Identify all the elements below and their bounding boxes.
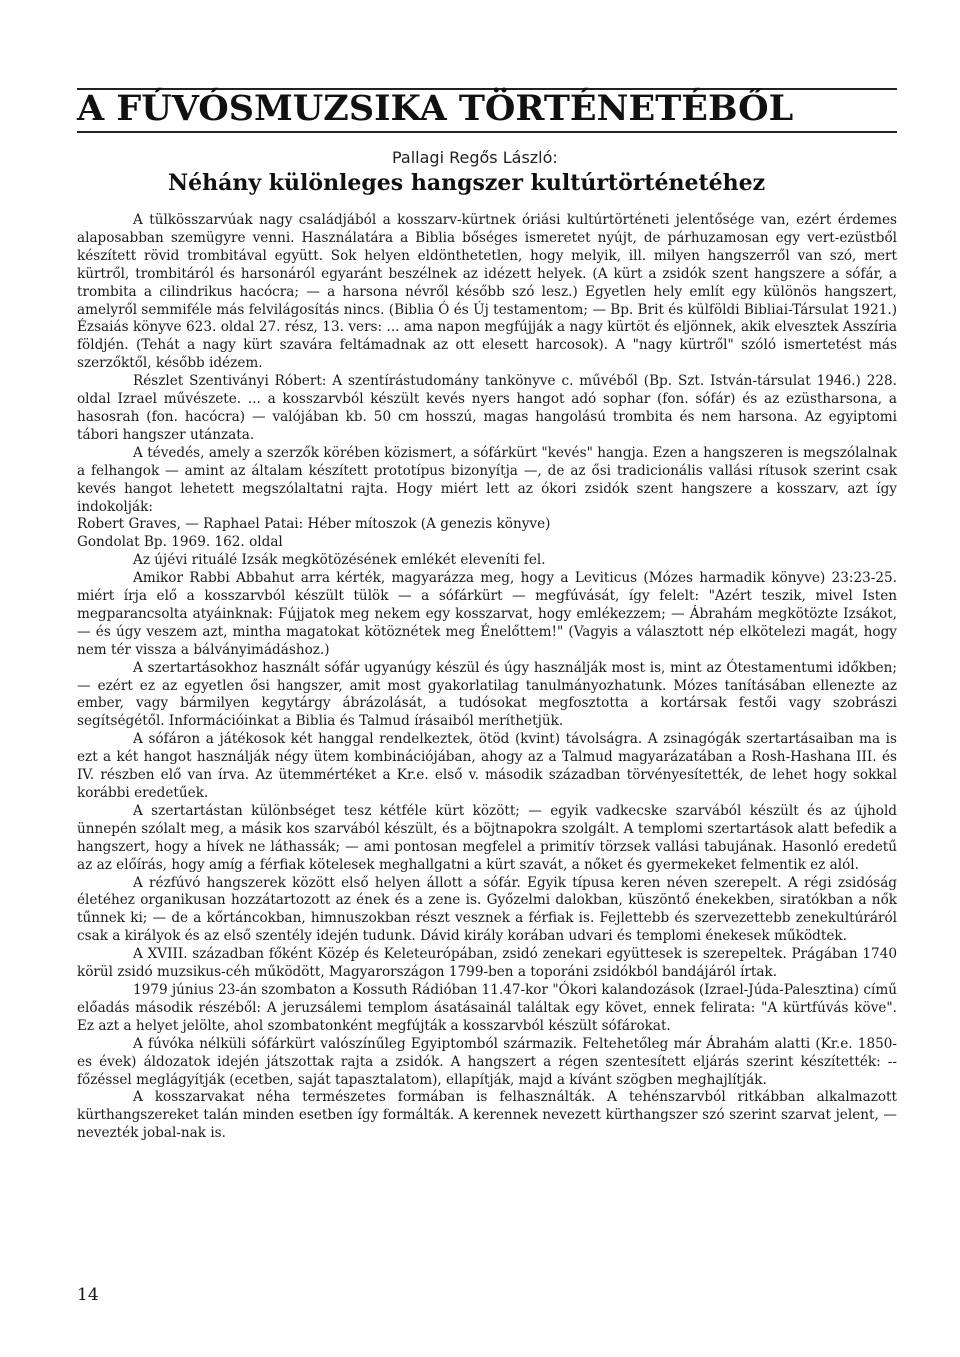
title-bottom-rule bbox=[77, 131, 897, 133]
page-number: 14 bbox=[77, 1285, 99, 1305]
citation-line: Gondolat Bp. 1969. 162. oldal bbox=[77, 534, 283, 551]
paragraph: A fúvóka nélküli sófárkürt valószínűleg Egyiptomból származik. Feltehetőleg már Ábrahám alatti (Kr.e. 1850-es évek) áldozatok idején játszottak rajta a zsidók. A hangszert a régen szentesített eljárás szerint készítették: -- főzéssel meglágyítják (ecetben, saját tapasztalatom), ellapítják, majd a kívánt szögben meghajlítják. bbox=[77, 1035, 897, 1088]
paragraph: A tévedés, amely a szerzők körében közismert, a sófárkürt "kevés" hangja. Ezen a hangszeren is megszólalnak a felhangok — amint az általam készített prototípus bizonyítja —, de az ősi tradicionális vallási rítusok szerint csak kevés hangot lehetett megszólaltatni rajta. Hogy miért lett az ókori zsidók szent hangszere a kosszarv, azt így indokolják: bbox=[77, 444, 897, 515]
article-subtitle: Néhány különleges hangszer kultúrtörténetéhez bbox=[168, 170, 766, 196]
paragraph: A XVIII. században főként Közép és Keleteurópában, zsidó zenekari együttesek is szerepeltek. Prágában 1740 körül zsidó muzsikus-céh működött, Magyarországon 1799-ben a toporáni zsidókból bandájáról írtak. bbox=[77, 946, 897, 981]
paragraph: Az újévi rituálé Izsák megkötözésének emlékét eleveníti fel. bbox=[133, 552, 546, 569]
paragraph: Amikor Rabbi Abbahut arra kérték, magyarázza meg, hogy a Leviticus (Mózes harmadik könyve) 23:23-25. miért írja elő a kosszarvból készült tülök — a sófárkürt — megfúvását, így felelt: "Azért teszik, mivel Isten megparancsolta atyáinknak: Fújjatok meg nekem egy kosszarvat, hogy emlékezzem; — Ábrahám megkötözte Izsákot, — és úgy veszem azt, mintha magatokat kötöznétek meg Énelőttem!" (Vagyis a választott nép elkötelezi magát, hogy nem tér vissza a bálványimádáshoz.) bbox=[77, 570, 897, 658]
article-body bbox=[77, 212, 897, 1143]
paragraph: A szertartástan különbséget tesz kétféle kürt között; — egyik vadkecske szarvából készült és az újhold ünnepén szólalt meg, a másik kos szarvából készült, és a böjtnapokra szolgált. A templomi szertartások alatt befedik a hangszert, hogy a hívek ne láthassák; — ami pontosan megfelel a primitív törzsek vallási tabujának. Hasonló eredetű az az előírás, hogy amíg a férfiak kötelesek meghallgatni a kürt szavát, a nőket és gyermekeket felmentik ez alól. bbox=[77, 802, 897, 873]
paragraph: Részlet Szentiványi Róbert: A szentírástudomány tankönyve c. művéből (Bp. Szt. István-társulat 1946.) 228. oldal Izrael művészete. ... a kosszarvból készült kevés nyers hangot adó sophar (fon. sófár) és az ezüstharsona, a hasosrah (fon. hacócra) — valójában kb. 50 cm hosszú, magas hangolású trombita és nem harsona. Az egyiptomi tábori hangszer utánzata. bbox=[77, 373, 897, 443]
paragraph: A sófáron a játékosok két hanggal rendelkeztek, ötöd (kvint) távolságra. A zsinagógák szertartásaiban ma is ezt a két hangot használják négy ütem kombinációjában, ahogy az a Talmud magyarázatában a Rosh-Hashana III. és IV. részben elő van írva. Az ütemmértéket a Kr.e. első v. második században törvényesítették, de lehet hogy sokkal korábbi eredetűek. bbox=[77, 731, 897, 801]
paragraph: A szertartásokhoz használt sófár ugyanúgy készül és úgy használják most is, mint az Ótestamentumi időkben; — ezért ez az egyetlen ősi hangszer, amit most gyakorlatilag tanulmányozhatunk. Mózes tanításában ellenezte az ember, vagy bármilyen kegytárgy ábrázolását, a tudósokat megfosztotta a kortársak festői vagy szobrászi segítségétől. Információinkat a Biblia és Talmud írásaiból meríthetjük. bbox=[77, 659, 897, 730]
paragraph: A tülkösszarvúak nagy családjából a kosszarv-kürtnek óriási kultúrtörténeti jelentősége van, ezért érdemes alaposabban szemügyre venni. Használatára a Biblia bőséges ismeretet nyújt, de párhuzamosan egy vert-ezüstből készített rövid trombitával együtt. Sok helyen eldönthetetlen, hogy melyik, ill. milyen hangszerről van szó, mert kürtről, trombitáról és harsonáról egyaránt beszélnek az idézett helyek. (A kürt a zsidók szent hangszere a sófár, a trombita a cilindrikus hacócra; — a harsona névről később szó lesz.) Egyetlen hely említ egy különös hangszert, amelyről semmiféle más felvilágosítás nincs. (Biblia Ó és Új testamentom; — Bp. Brit és külföldi Bibliai-Társulat 1921.) Ézsaiás könyve 623. oldal 27. rész, 13. vers: ... ama napon megfújják a nagy kürtöt és eljönnek, akik elvesztek Asszíria földjén. (Tehát a nagy kürt szavára feltámadnak az ott elesett harcosok). A "nagy kürtről" szóló ismertetést más szerzőktől, később idézem. bbox=[77, 212, 897, 372]
citation-line: Robert Graves, — Raphael Patai: Héber mítoszok (A genezis könyve) bbox=[77, 516, 551, 533]
author-line: Pallagi Regős László: bbox=[392, 148, 558, 167]
paragraph: 1979 június 23-án szombaton a Kossuth Rádióban 11.47-kor "Ókori kalandozások (Izrael-Júda-Palesztina) című előadás második részéből: A jeruzsálemi templom ásatásainál találtak egy követ, ennek felirata: "A kürtfúvás köve". Ez azt a helyet jelölte, ahol szombatonként megfújták a kosszarvból készült sófárokat. bbox=[77, 981, 897, 1034]
paragraph: A kosszarvakat néha természetes formában is felhasználták. A tehénszarvból ritkábban alkalmazott kürthangszereket talán minden esetben így formálták. A kerennek nevezett kürthangszer szó szerint szarvat jelent, — nevezték jobal-nak is. bbox=[77, 1089, 897, 1142]
paragraph: A rézfúvó hangszerek között első helyen állott a sófár. Egyik típusa keren néven szerepelt. A régi zsidóság életéhez organikusan hozzátartozott az ének és a zene is. Győzelmi dalokban, küszöntő énekekben, siratókban a nők tűnnek ki; — de a kőrtáncokban, himnuszokban részt vesznek a férfiak is. Fejlettebb és szervezettebb zenekultúráról csak a királyok és az első szentély idején tudunk. Dávid király korában udvari és templomi énekesek működtek. bbox=[77, 874, 897, 945]
main-title: A FÚVÓSMUZSIKA TÖRTÉNETÉBŐL bbox=[77, 88, 794, 129]
